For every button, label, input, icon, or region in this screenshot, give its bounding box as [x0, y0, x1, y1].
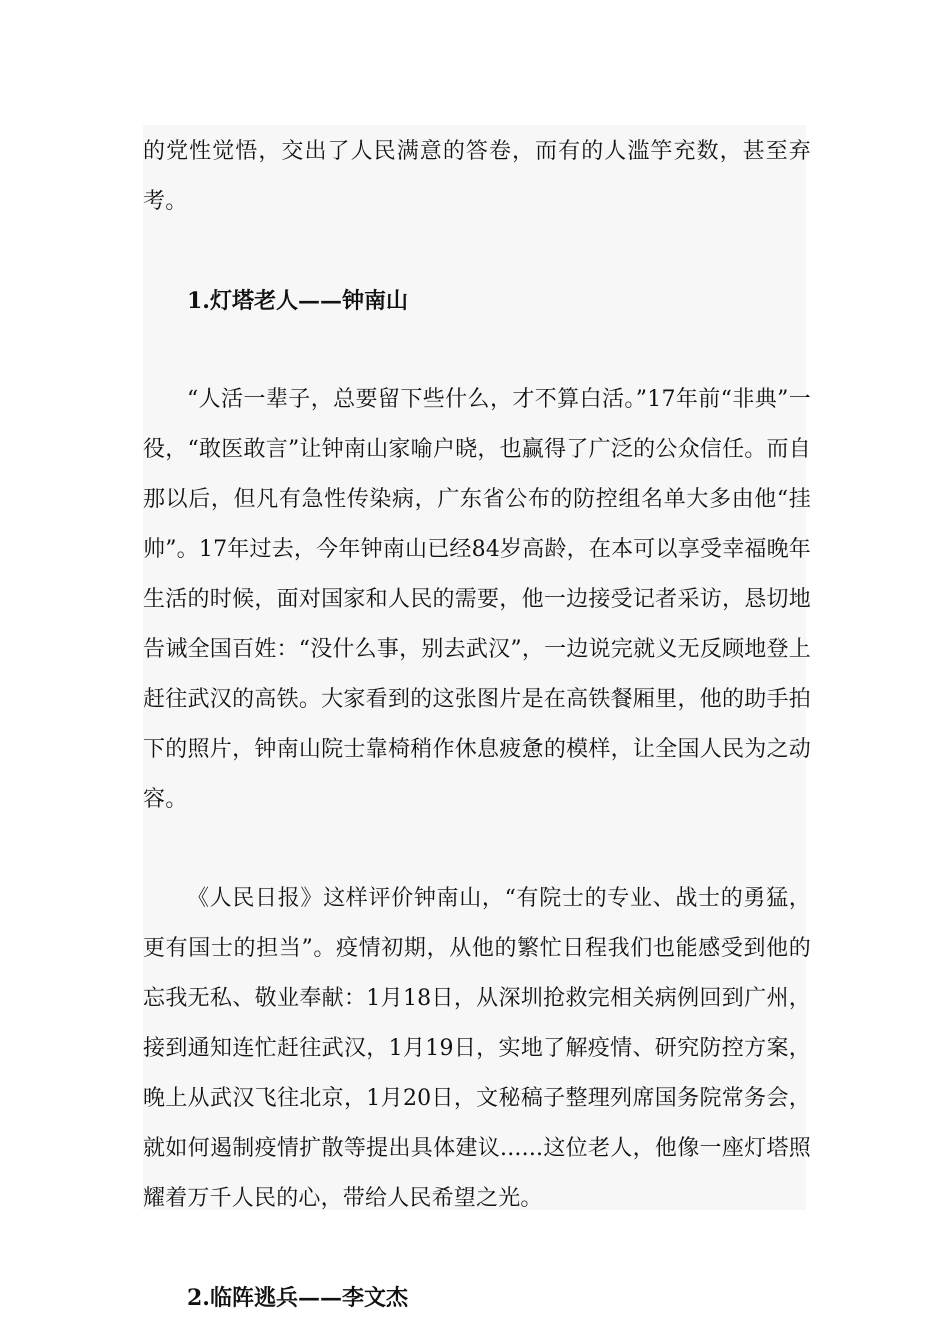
section-heading-2: 2.临阵逃兵——李文杰 — [187, 1285, 408, 1311]
paragraph-spacer — [143, 326, 811, 375]
section-heading-1: 1.灯塔老人——钟南山 — [187, 288, 408, 314]
paragraph-zhong-nanshan-2: 《人民日报》这样评价钟南山，“有院士的专业、战士的勇猛，更有国士的担当”。疫情初期，从他的繁忙日程我们也能感受到他的忘我无私、敬业奉献：1月18日，从深圳抢救完相关病例回到广州，接到通知连忙赶往武汉，1月19日，实地了解疫情、研究防控方案，晚上从武汉飞往北京，1月20日，文秘稿子整理列席国务院常务会，就如何遏制疫情扩散等提出具体建议......这位老人，他像一座灯塔照耀着万千人民的心，带给人民希望之光。 — [143, 886, 811, 1211]
document-body — [143, 127, 811, 1323]
paragraph-spacer — [143, 1224, 811, 1273]
paragraph-intro-continuation: 的党性觉悟，交出了人民满意的答卷，而有的人滥竽充数，甚至弃考。 — [143, 139, 811, 214]
paragraph-spacer — [143, 825, 811, 874]
paragraph-zhong-nanshan-1: “人活一辈子，总要留下些什么，才不算白活。”17年前“非典”一役，“敢医敢言”让钟南山家喻户晓，也赢得了广泛的公众信任。而自那以后，但凡有急性传染病，广东省公布的防控组名单大多由他“挂帅”。17年过去，今年钟南山已经84岁高龄，在本可以享受幸福晚年生活的时候，面对国家和人民的需要，他一边接受记者采访，恳切地告诫全国百姓：“没什么事，别去武汉”，一边说完就义无反顾地登上赶往武汉的高铁。大家看到的这张图片是在高铁餐厢里，他的助手拍下的照片，钟南山院士靠椅稍作休息疲惫的模样，让全国人民为之动容。 — [143, 387, 811, 812]
paragraph-spacer — [143, 227, 811, 276]
